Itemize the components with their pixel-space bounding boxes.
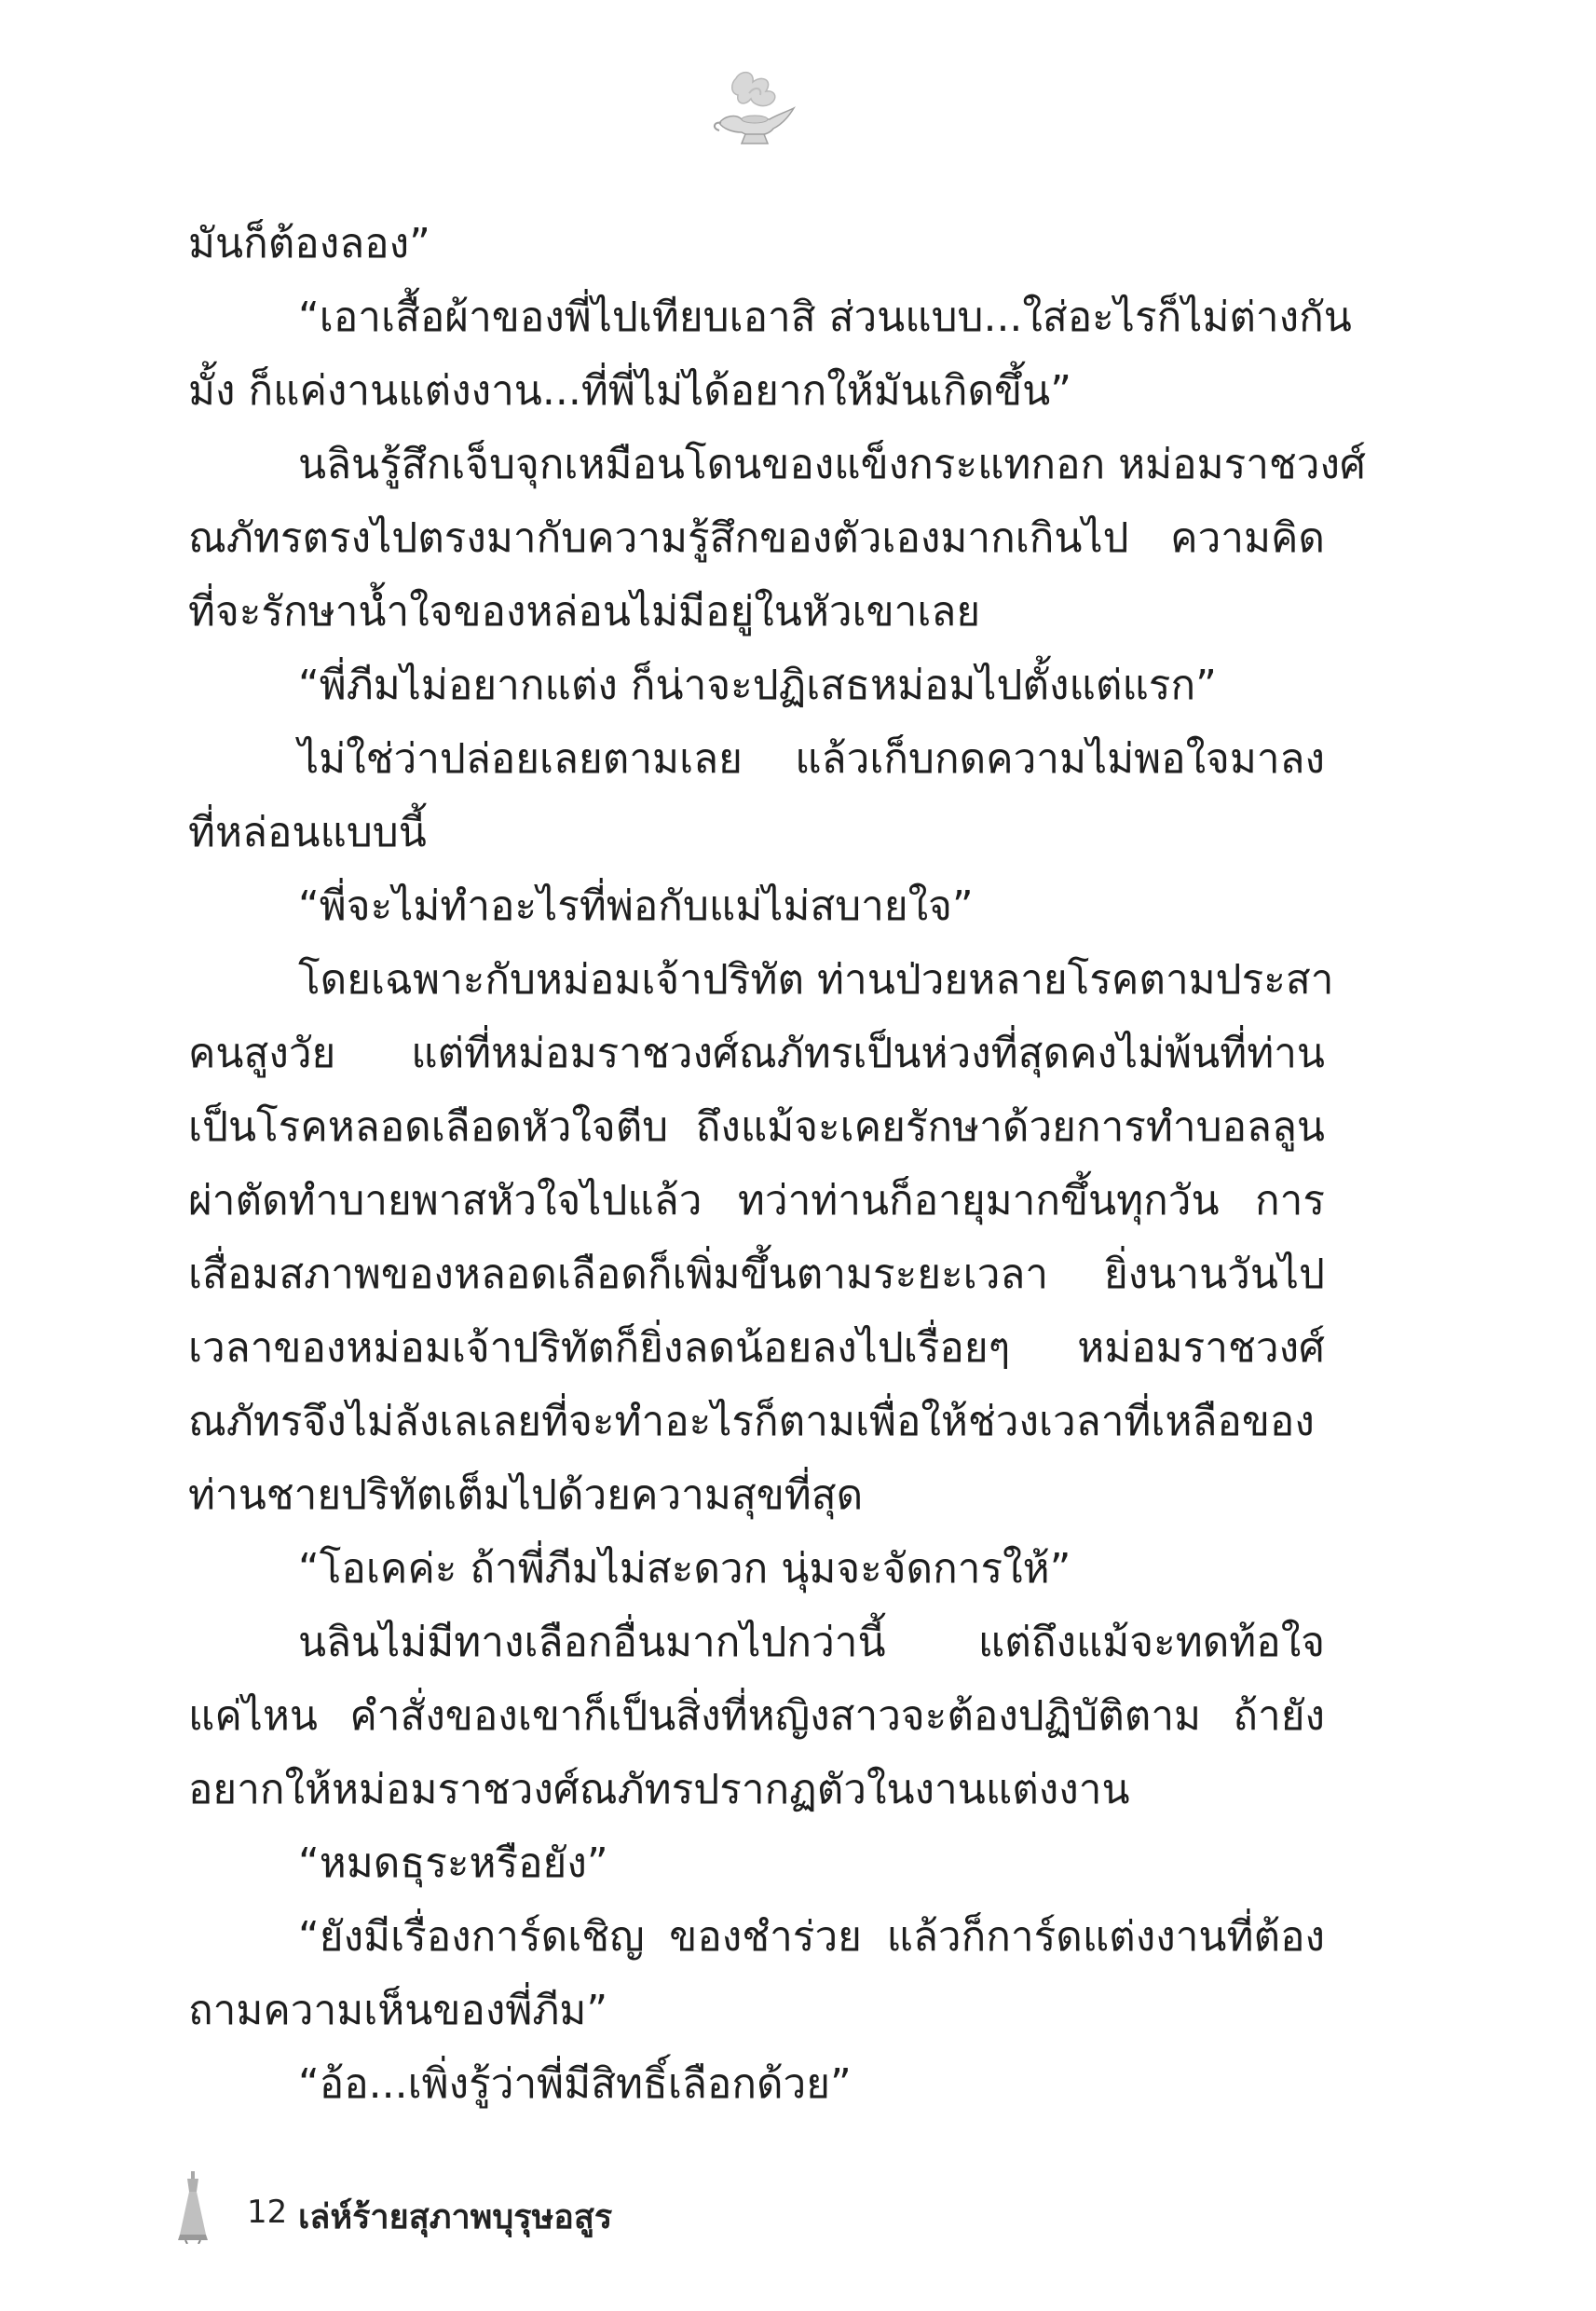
text-line: ณภัทรตรงไปตรงมากับความรู้สึกของตัวเองมากเกินไป ความคิด xyxy=(188,514,1325,562)
text-line: ไม่ใช่ว่าปล่อยเลยตามเลย แล้วเก็บกดความไม่พอใจมาลง xyxy=(298,735,1325,783)
page-footer xyxy=(172,2169,1011,2244)
text-line: นลินไม่มีทางเลือกอื่นมากไปกว่านี้ แต่ถึงแม้จะทดท้อใจ xyxy=(298,1619,1325,1666)
text-line: อยากให้หม่อมราชวงศ์ณภัทรปรากฏตัวในงานแต่งงาน xyxy=(188,1766,1130,1813)
text-line: ที่จะรักษาน้ำใจของหล่อนไม่มีอยู่ในหัวเขาเลย xyxy=(188,588,981,636)
text-line: นลินรู้สึกเจ็บจุกเหมือนโดนของแข็งกระแทกอก หม่อมราชวงศ์ xyxy=(298,441,1366,488)
text-line: “หมดธุระหรือยัง” xyxy=(298,1839,608,1887)
text-line: แค่ไหน คำสั่งของเขาก็เป็นสิ่งที่หญิงสาวจะต้องปฏิบัติตาม ถ้ายัง xyxy=(188,1692,1325,1740)
text-line: มั้ง ก็แค่งานแต่งงาน...ที่พี่ไม่ได้อยากให้มันเกิดขึ้น” xyxy=(188,367,1071,415)
genie-lamp-icon xyxy=(708,67,801,156)
text-line: ผ่าตัดทำบายพาสหัวใจไปแล้ว ทว่าท่านก็อายุมากขึ้นทุกวัน การ xyxy=(188,1177,1325,1224)
text-line: โดยเฉพาะกับหม่อมเจ้าปริทัต ท่านป่วยหลายโรคตามประสา xyxy=(298,956,1334,1004)
text-line: ถามความเห็นของพี่ภีม” xyxy=(188,1987,608,2034)
text-line: “เอาเสื้อผ้าของพี่ไปเทียบเอาสิ ส่วนแบบ...ใส่อะไรก็ไม่ต่างกัน xyxy=(298,294,1352,341)
text-line: “อ้อ...เพิ่งรู้ว่าพี่มีสิทธิ์เลือกด้วย” xyxy=(298,2060,852,2108)
text-line: ท่านชายปริทัตเต็มไปด้วยความสุขที่สุด xyxy=(188,1471,864,1519)
dress-icon xyxy=(172,2169,213,2244)
text-line: “ยังมีเรื่องการ์ดเชิญ ของชำร่วย แล้วก็การ์ดแต่งงานที่ต้อง xyxy=(298,1913,1325,1961)
text-line: เสื่อมสภาพของหลอดเลือดก็เพิ่มขึ้นตามระยะเวลา ยิ่งนานวันไป xyxy=(188,1251,1325,1298)
text-line: คนสูงวัย แต่ที่หม่อมราชวงศ์ณภัทรเป็นห่วงที่สุดคงไม่พ้นที่ท่าน xyxy=(188,1030,1325,1077)
body-text xyxy=(188,207,1366,2121)
text-line: มันก็ต้องลอง” xyxy=(188,220,430,267)
text-line: “พี่ภีมไม่อยากแต่ง ก็น่าจะปฏิเสธหม่อมไปตั้งแต่แรก” xyxy=(298,662,1217,709)
text-line: เวลาของหม่อมเจ้าปริทัตก็ยิ่งลดน้อยลงไปเรื่อยๆ หม่อมราชวงศ์ xyxy=(188,1324,1325,1372)
text-line: เป็นโรคหลอดเลือดหัวใจตีบ ถึงแม้จะเคยรักษาด้วยการทำบอลลูน xyxy=(188,1103,1325,1151)
text-line: ณภัทรจึงไม่ลังเลเลยที่จะทำอะไรก็ตามเพื่อให้ช่วงเวลาที่เหลือของ xyxy=(188,1398,1315,1445)
book-title: เล่ห์ร้ายสุภาพบุรุษอสูร xyxy=(298,2198,613,2236)
text-line: “โอเคค่ะ ถ้าพี่ภีมไม่สะดวก นุ่มจะจัดการให้” xyxy=(298,1545,1071,1593)
text-line: “พี่จะไม่ทำอะไรที่พ่อกับแม่ไม่สบายใจ” xyxy=(298,882,974,930)
text-line: ที่หล่อนแบบนี้ xyxy=(188,809,427,856)
page-number: 12 xyxy=(247,2194,288,2231)
